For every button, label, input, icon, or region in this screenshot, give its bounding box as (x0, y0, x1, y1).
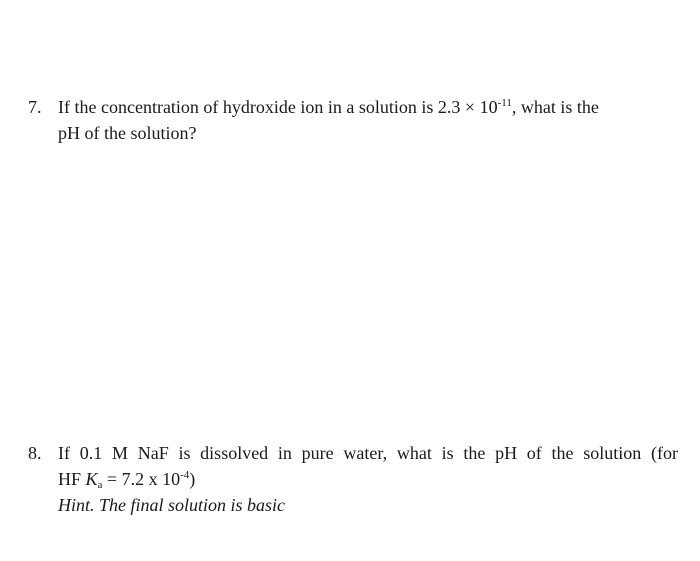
question-text-segment: , what is the (511, 97, 599, 117)
question-text-segment: HF (58, 469, 86, 489)
question-7 (28, 94, 678, 146)
question-line: pH of the solution? (58, 123, 197, 143)
question-number: 8. (28, 443, 42, 463)
question-text (58, 94, 678, 146)
question-text-segment: If the concentration of hydroxide ion in a solution is 2.3 × 10 (58, 97, 498, 117)
question-line (58, 94, 678, 120)
ka-subscript: a (97, 479, 103, 491)
question-text (58, 440, 678, 518)
question-line (58, 466, 678, 492)
question-text-segment: ) (189, 469, 196, 489)
hint-text: Hint. The final solution is basic (58, 495, 286, 515)
question-text-segment: = 7.2 x 10 (102, 469, 181, 489)
exponent: -4 (180, 469, 190, 481)
question-8 (28, 440, 678, 518)
question-line: If 0.1 M NaF is dissolved in pure water, what is the pH of the solution (for (58, 443, 678, 463)
ka-symbol: K (85, 469, 98, 489)
question-number: 7. (28, 97, 42, 117)
exponent: -11 (497, 97, 512, 109)
